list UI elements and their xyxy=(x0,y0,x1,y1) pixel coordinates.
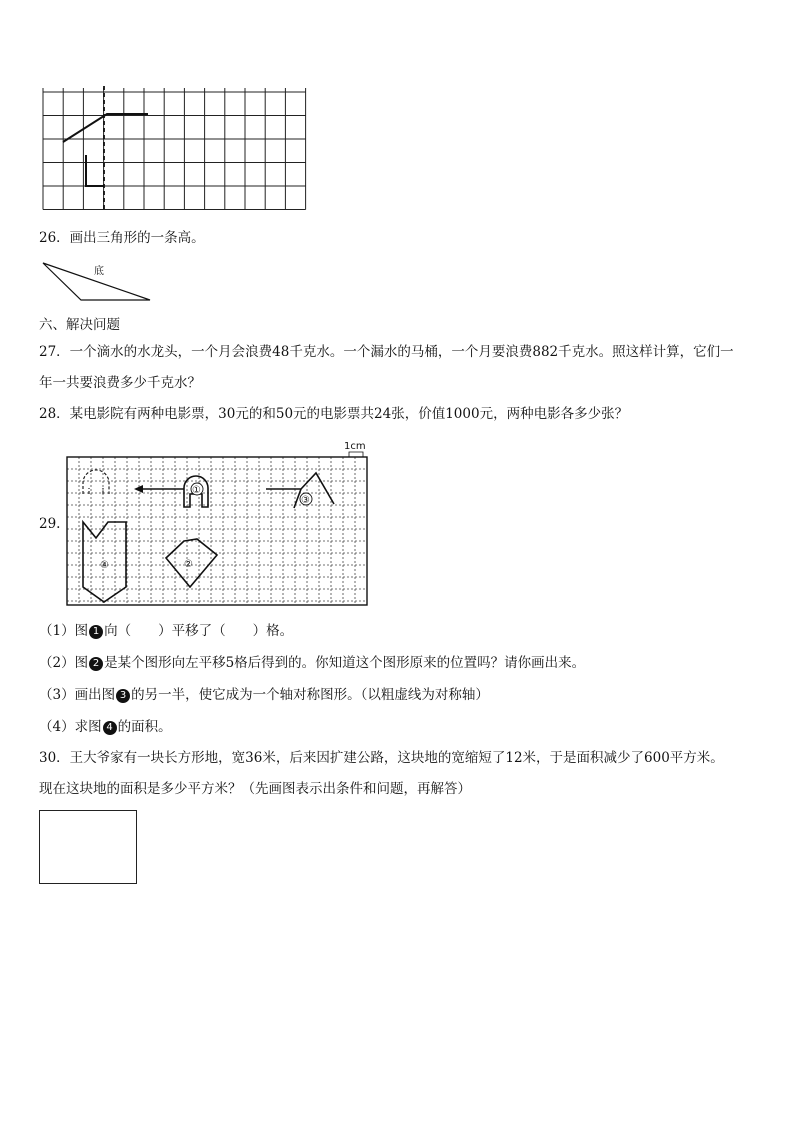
q29-sub-3-rest: 的另一半，使它成为一个轴对称图形。（以粗虚线为对称轴） xyxy=(131,687,489,703)
question-29-number: 29. xyxy=(39,516,61,532)
question-27-line-1: 27．一个滴水的水龙头，一个月会浪费48千克水。一个漏水的马桶，一个月要浪费882千克水。照这样计算，它们一 xyxy=(39,344,734,360)
answer-drawing-box[interactable] xyxy=(39,810,137,884)
circled-3-icon: 3 xyxy=(116,689,130,703)
q29-sub-4-prefix: （4）求图 xyxy=(39,719,102,735)
top-grid-lines xyxy=(43,88,306,210)
question-30-line-1: 30．王大爷家有一块长方形地，宽36米，后来因扩建公路，这块地的宽缩短了12米，于是面积减少了600平方米。 xyxy=(39,750,724,766)
top-grid-drawn-corner xyxy=(86,155,104,186)
shape-3-label: ③ xyxy=(301,495,310,506)
scale-label: 1cm xyxy=(344,441,366,452)
top-grid-drawn-line xyxy=(63,114,148,142)
q29-sub-4 xyxy=(39,718,172,736)
question-26-text: 26．画出三角形的一条高。 xyxy=(39,230,205,246)
q29-sub-2-rest: 是某个图形向左平移5格后得到的。你知道这个图形原来的位置吗？请你画出来。 xyxy=(104,655,586,671)
q29-dotted-grid xyxy=(67,457,367,605)
shape-4-label: ④ xyxy=(100,560,109,571)
q29-sub-3 xyxy=(39,686,489,704)
question-28-text: 28．某电影院有两种电影票，30元的和50元的电影票共24张，价值1000元，两种电影各多少张？ xyxy=(39,406,629,422)
triangle-figure xyxy=(40,260,160,305)
section-6-title: 六、解决问题 xyxy=(39,317,120,333)
circled-1-icon: 1 xyxy=(89,625,103,639)
shape-1-ghost-dashed xyxy=(83,470,109,494)
q29-grid-border xyxy=(67,457,367,605)
q29-sub-2-prefix: （2）图 xyxy=(39,655,89,671)
shape-2-label: ② xyxy=(184,559,193,570)
top-grid-figure xyxy=(40,86,310,216)
q29-sub-3-prefix: （3）画出图 xyxy=(39,687,116,703)
q29-sub-1-prefix: （1）图 xyxy=(39,623,89,639)
q29-sub-4-rest: 的面积。 xyxy=(117,719,172,735)
scale-bracket xyxy=(349,452,363,457)
q29-grid-figure xyxy=(66,441,371,611)
question-27-line-2: 年一共要浪费多少千克水？ xyxy=(39,375,201,391)
shape-1-label: ① xyxy=(192,485,201,496)
triangle-base-label: 底 xyxy=(94,266,104,277)
q29-sub-1-rest: 向（ ）平移了（ ）格。 xyxy=(104,623,294,639)
circled-2-icon: 2 xyxy=(89,657,103,671)
question-30-line-2: 现在这块地的面积是多少平方米？（先画图表示出条件和问题，再解答） xyxy=(39,781,471,797)
translation-arrowhead-icon xyxy=(134,485,143,493)
circled-4-icon: 4 xyxy=(103,721,117,735)
q29-sub-1 xyxy=(39,622,293,640)
q29-sub-2 xyxy=(39,654,585,672)
